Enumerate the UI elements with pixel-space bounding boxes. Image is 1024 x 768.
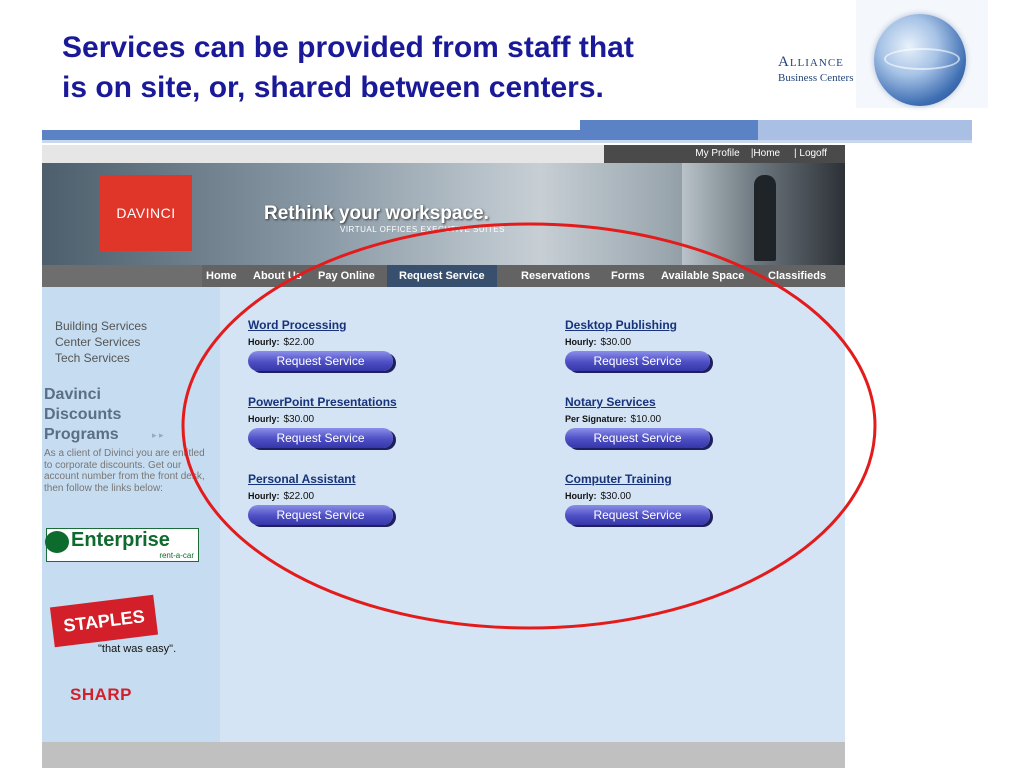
account-links bbox=[604, 145, 845, 163]
alliance-logo-name: Alliance bbox=[778, 54, 844, 70]
banner-tagline: Rethink your workspace. bbox=[264, 203, 489, 224]
request-service-button[interactable]: Request Service bbox=[565, 351, 710, 371]
nav-available-space[interactable]: Available Space bbox=[661, 270, 745, 282]
request-service-button[interactable]: Request Service bbox=[565, 428, 710, 448]
service-name[interactable]: Desktop Publishing bbox=[565, 318, 678, 332]
service-rate bbox=[248, 491, 314, 502]
nav-request-service[interactable]: Request Service bbox=[387, 265, 497, 287]
slide-title-line-1: Services can be provided from staff that bbox=[62, 31, 634, 64]
service-name[interactable]: Word Processing bbox=[248, 318, 347, 332]
rate-label: Per Signature: bbox=[565, 414, 627, 424]
sidebar bbox=[42, 287, 220, 742]
service-name[interactable]: Notary Services bbox=[565, 395, 656, 409]
slide-title-line-2: is on site, or, shared between centers. bbox=[62, 71, 604, 104]
slide-title bbox=[62, 28, 762, 108]
service-rate bbox=[248, 414, 314, 425]
service-name[interactable]: Computer Training bbox=[565, 472, 672, 486]
service-rate bbox=[248, 337, 314, 348]
enterprise-logo-subtext: rent-a-car bbox=[159, 551, 194, 560]
request-service-button[interactable]: Request Service bbox=[565, 505, 710, 525]
service-rate bbox=[565, 414, 661, 425]
discounts-heading-line-1: Davinci bbox=[44, 386, 101, 403]
rate-label: Hourly: bbox=[248, 337, 280, 347]
rate-value: $30.00 bbox=[600, 491, 632, 502]
rate-label: Hourly: bbox=[565, 337, 597, 347]
service-notary-services bbox=[565, 395, 815, 455]
page-footer-bar bbox=[42, 742, 845, 768]
service-rate bbox=[565, 491, 631, 502]
discounts-heading-line-2: Discounts bbox=[44, 406, 122, 423]
nav-about-us[interactable]: About Us bbox=[253, 270, 302, 282]
service-word-processing bbox=[248, 318, 498, 378]
header-rule-step bbox=[580, 120, 760, 130]
header-rule-thin bbox=[42, 140, 972, 143]
sharp-logo[interactable]: SHARP bbox=[70, 685, 133, 704]
nav-home[interactable]: Home bbox=[206, 270, 237, 282]
my-profile-link[interactable]: My Profile bbox=[695, 148, 740, 159]
enterprise-logo[interactable] bbox=[46, 528, 199, 562]
banner-tagline-sub: VIRTUAL OFFICES EXECUTIVE SUITES bbox=[340, 225, 505, 234]
enterprise-logo-text: Enterprise bbox=[71, 529, 170, 551]
discounts-description: As a client of Divinci you are entitled to corporate discounts. Get our account number from the front desk, then follow the links below: bbox=[44, 448, 205, 494]
globe-logo-icon bbox=[874, 14, 966, 106]
alliance-logo-subtitle: Business Centers bbox=[778, 72, 854, 84]
request-service-button[interactable]: Request Service bbox=[248, 505, 393, 525]
rate-label: Hourly: bbox=[248, 414, 280, 424]
request-service-button[interactable]: Request Service bbox=[248, 428, 393, 448]
sidebar-item-center-services[interactable]: Center Services bbox=[55, 335, 141, 349]
rate-value: $30.00 bbox=[283, 414, 315, 425]
banner-person-figure bbox=[754, 175, 776, 261]
home-link[interactable]: |Home bbox=[750, 148, 781, 159]
nav-pay-online[interactable]: Pay Online bbox=[318, 270, 375, 282]
service-rate bbox=[565, 337, 631, 348]
davinci-logo[interactable]: DAVINCI bbox=[100, 175, 192, 251]
service-personal-assistant bbox=[248, 472, 498, 532]
main-nav bbox=[42, 265, 845, 287]
service-computer-training bbox=[565, 472, 815, 532]
service-name[interactable]: PowerPoint Presentations bbox=[248, 395, 397, 409]
nav-reservations[interactable]: Reservations bbox=[521, 270, 591, 282]
enterprise-e-icon bbox=[45, 531, 69, 553]
rate-value: $10.00 bbox=[630, 414, 662, 425]
sidebar-item-tech-services[interactable]: Tech Services bbox=[55, 351, 130, 365]
nav-spacer bbox=[42, 265, 202, 287]
header-rule bbox=[42, 130, 758, 140]
rate-value: $22.00 bbox=[283, 491, 315, 502]
rate-value: $22.00 bbox=[283, 337, 315, 348]
davinci-website bbox=[42, 145, 845, 768]
service-desktop-publishing bbox=[565, 318, 815, 378]
nav-classifieds[interactable]: Classifieds bbox=[768, 270, 827, 282]
header-rule-accent bbox=[758, 120, 972, 140]
service-name[interactable]: Personal Assistant bbox=[248, 472, 356, 486]
logoff-link[interactable]: | Logoff bbox=[794, 148, 827, 159]
sidebar-item-building-services[interactable]: Building Services bbox=[55, 319, 148, 333]
nav-forms[interactable]: Forms bbox=[611, 270, 645, 282]
discounts-heading bbox=[44, 385, 121, 445]
rate-label: Hourly: bbox=[565, 491, 597, 501]
rate-label: Hourly: bbox=[248, 491, 280, 501]
service-powerpoint-presentations bbox=[248, 395, 498, 455]
request-service-button[interactable]: Request Service bbox=[248, 351, 393, 371]
staples-logo[interactable]: STAPLES bbox=[50, 595, 158, 647]
rate-value: $30.00 bbox=[600, 337, 632, 348]
discounts-heading-line-3: Programs bbox=[44, 426, 119, 443]
staples-slogan: "that was easy". bbox=[98, 643, 177, 655]
discounts-arrows-icon[interactable]: ▸ ▸ bbox=[152, 430, 164, 440]
